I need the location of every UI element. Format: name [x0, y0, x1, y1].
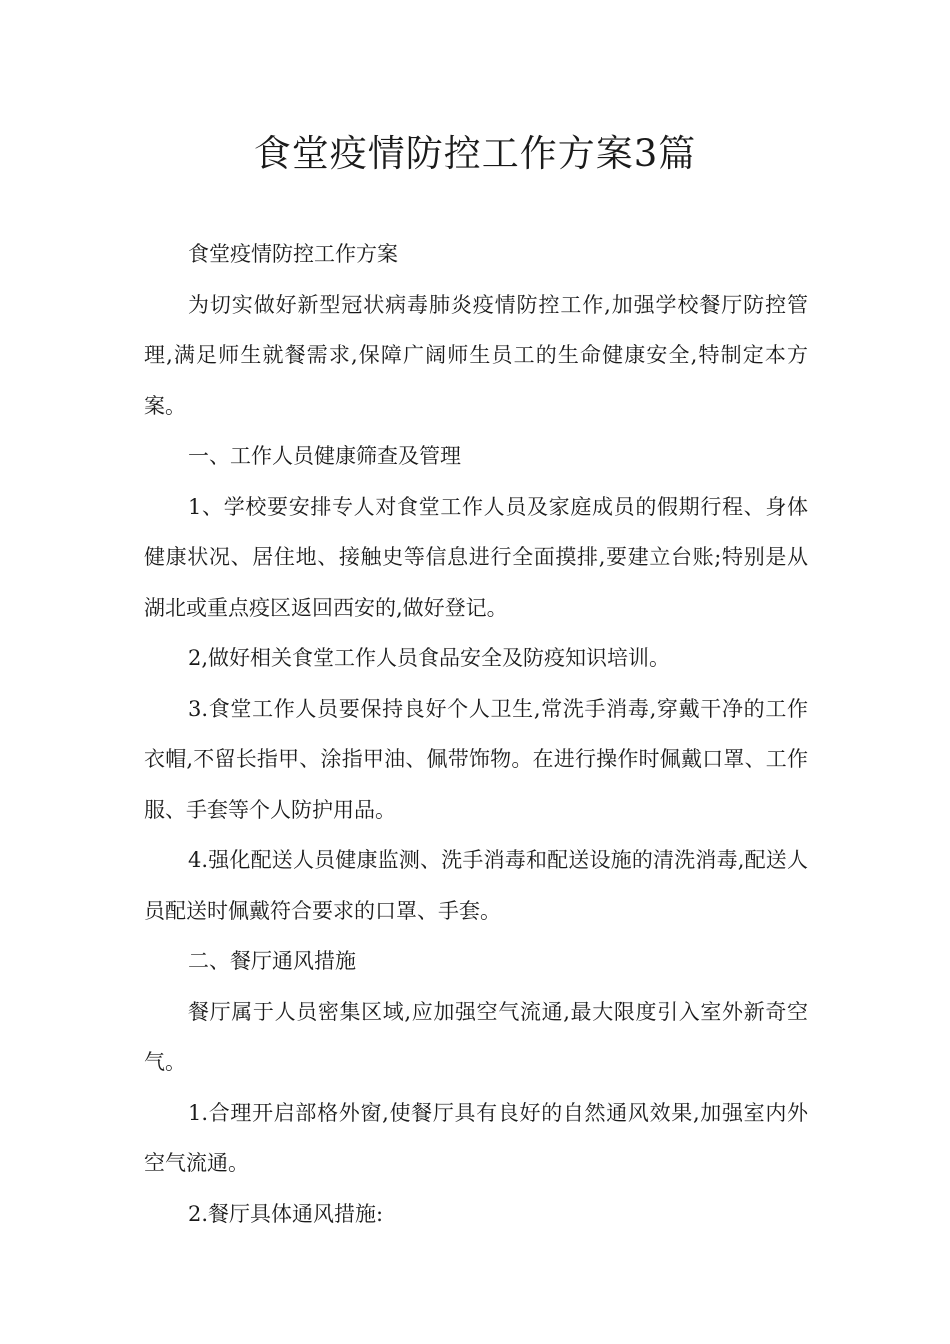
paragraph-item-4: 4.强化配送人员健康监测、洗手消毒和配送设施的清洗消毒,配送人员配送时佩戴符合要求的口罩、手套。 — [144, 848, 808, 923]
paragraph-intro: 为切实做好新型冠状病毒肺炎疫情防控工作,加强学校餐厅防控管理,满足师生就餐需求,保障广阔师生员工的生命健康安全,特制定本方案。 — [144, 292, 808, 418]
paragraph-ventilation-2: 2.餐厅具体通风措施: — [188, 1201, 384, 1226]
paragraph-item-1: 1、学校要安排专人对食堂工作人员及家庭成员的假期行程、身体健康状况、居住地、接触史等信息进行全面摸排,要建立台账;特别是从湖北或重点疫区返回西安的,做好登记。 — [144, 494, 808, 620]
section-heading-staff-health: 一、工作人员健康筛查及管理 — [188, 444, 461, 468]
paragraph-ventilation-intro: 餐厅属于人员密集区域,应加强空气流通,最大限度引入室外新奇空气。 — [144, 999, 808, 1074]
document-body — [144, 229, 808, 1239]
section-heading-ventilation: 二、餐厅通风措施 — [188, 949, 356, 973]
paragraph-item-2: 2,做好相关食堂工作人员食品安全及防疫知识培训。 — [188, 646, 671, 670]
document-title: 食堂疫情防控工作方案3篇 — [253, 132, 697, 175]
paragraph-subtitle: 食堂疫情防控工作方案 — [188, 242, 398, 266]
paragraph-ventilation-1: 1.合理开启部格外窗,使餐厅具有良好的自然通风效果,加强室内外空气流通。 — [144, 1100, 808, 1175]
paragraph-item-3: 3.食堂工作人员要保持良好个人卫生,常洗手消毒,穿戴干净的工作衣帽,不留长指甲、涂指甲油、佩带饰物。在进行操作时佩戴口罩、工作服、手套等个人防护用品。 — [144, 696, 808, 822]
